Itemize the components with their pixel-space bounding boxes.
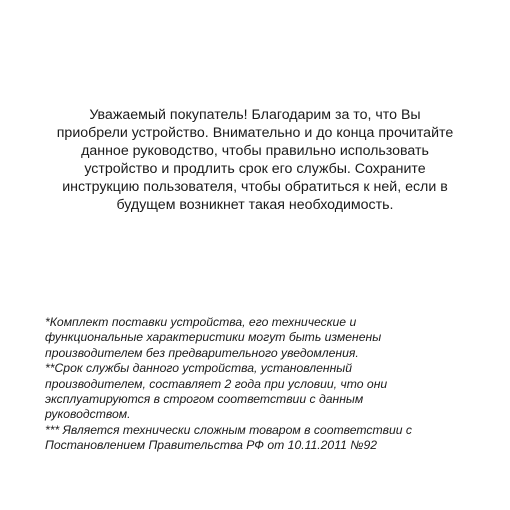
footnote-line: эксплуатируются в строгом соответствии с данным — [45, 392, 364, 407]
footnote-line: производителем, составляет 2 года при условии, что они — [45, 376, 388, 391]
intro-line: будущем возникнет такая необходимость. — [116, 197, 394, 213]
intro-line: инструкцию пользователя, чтобы обратиться к ней, если в — [62, 179, 448, 195]
intro-line: приобрели устройство. Внимательно и до конца прочитайте — [56, 125, 454, 141]
footnote-line: производителем без предварительного уведомления. — [45, 345, 359, 360]
intro-paragraph — [20, 106, 490, 214]
intro-line: данное руководство, чтобы правильно использовать — [81, 143, 429, 159]
footnote-line: **Срок службы данного устройства, установленный — [45, 361, 353, 376]
intro-line: Уважаемый покупатель! Благодарим за то, что Вы — [89, 107, 421, 123]
footnote-line: *** Является технически сложным товаром в соответствии с — [45, 422, 413, 437]
footnote-line: *Комплект поставки устройства, его технические и — [45, 315, 357, 329]
footnote-line: Постановлением Правительства РФ от 10.11.2011 №92 — [45, 438, 378, 453]
intro-line: устройство и продлить срок его службы. Сохраните — [84, 161, 426, 177]
footnote-line: руководством. — [45, 407, 131, 422]
footnote-line: функциональные характеристики могут быть изменены — [45, 330, 382, 345]
footnotes — [45, 315, 485, 454]
